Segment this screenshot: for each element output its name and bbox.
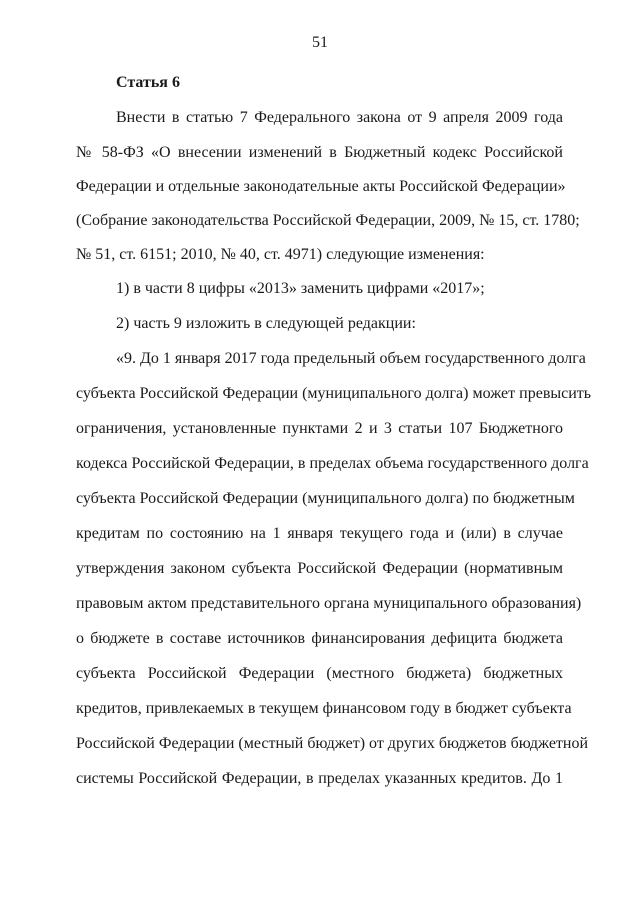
- text-line: Российской Федерации (местный бюджет) от других бюджетов бюджетной: [76, 735, 589, 752]
- text-line: кодекса Российской Федерации, в пределах объема государственного долга: [76, 455, 589, 472]
- text-line: (Собрание законодательства Российской Федерации, 2009, № 15, ст. 1780;: [76, 212, 580, 229]
- text-line: кредитам по состоянию на 1 января текущего года и (или) в случае: [76, 525, 563, 542]
- text-line: № 58-ФЗ «О внесении изменений в Бюджетный кодекс Российской: [76, 144, 563, 161]
- article-title: Статья 6: [116, 74, 180, 91]
- text-line: № 51, ст. 6151; 2010, № 40, ст. 4971) следующие изменения:: [76, 246, 485, 263]
- text-line: 2) часть 9 изложить в следующей редакции:: [116, 315, 416, 332]
- text-line: 1) в части 8 цифры «2013» заменить цифрами «2017»;: [116, 280, 485, 297]
- text-line: субъекта Российской Федерации (муниципального долга) по бюджетным: [76, 490, 575, 507]
- text-line: системы Российской Федерации, в пределах указанных кредитов. До 1: [76, 770, 563, 787]
- text-line: кредитов, привлекаемых в текущем финансовом году в бюджет субъекта: [76, 700, 572, 717]
- page-number: 51: [312, 34, 328, 51]
- text-line: правовым актом представительного органа муниципального образования): [76, 595, 582, 612]
- text-line: субъекта Российской Федерации (местного бюджета) бюджетных: [76, 665, 563, 682]
- text-line: о бюджете в составе источников финансирования дефицита бюджета: [76, 630, 563, 647]
- text-line: «9. До 1 января 2017 года предельный объем государственного долга: [116, 350, 586, 367]
- text-line: ограничения, установленные пунктами 2 и 3 статьи 107 Бюджетного: [76, 420, 563, 437]
- text-line: субъекта Российской Федерации (муниципального долга) может превысить: [76, 385, 592, 402]
- text-line: Федерации и отдельные законодательные акты Российской Федерации»: [76, 178, 566, 195]
- text-line: утверждения законом субъекта Российской Федерации (нормативным: [76, 560, 563, 577]
- text-line: Внести в статью 7 Федерального закона от 9 апреля 2009 года: [116, 109, 563, 126]
